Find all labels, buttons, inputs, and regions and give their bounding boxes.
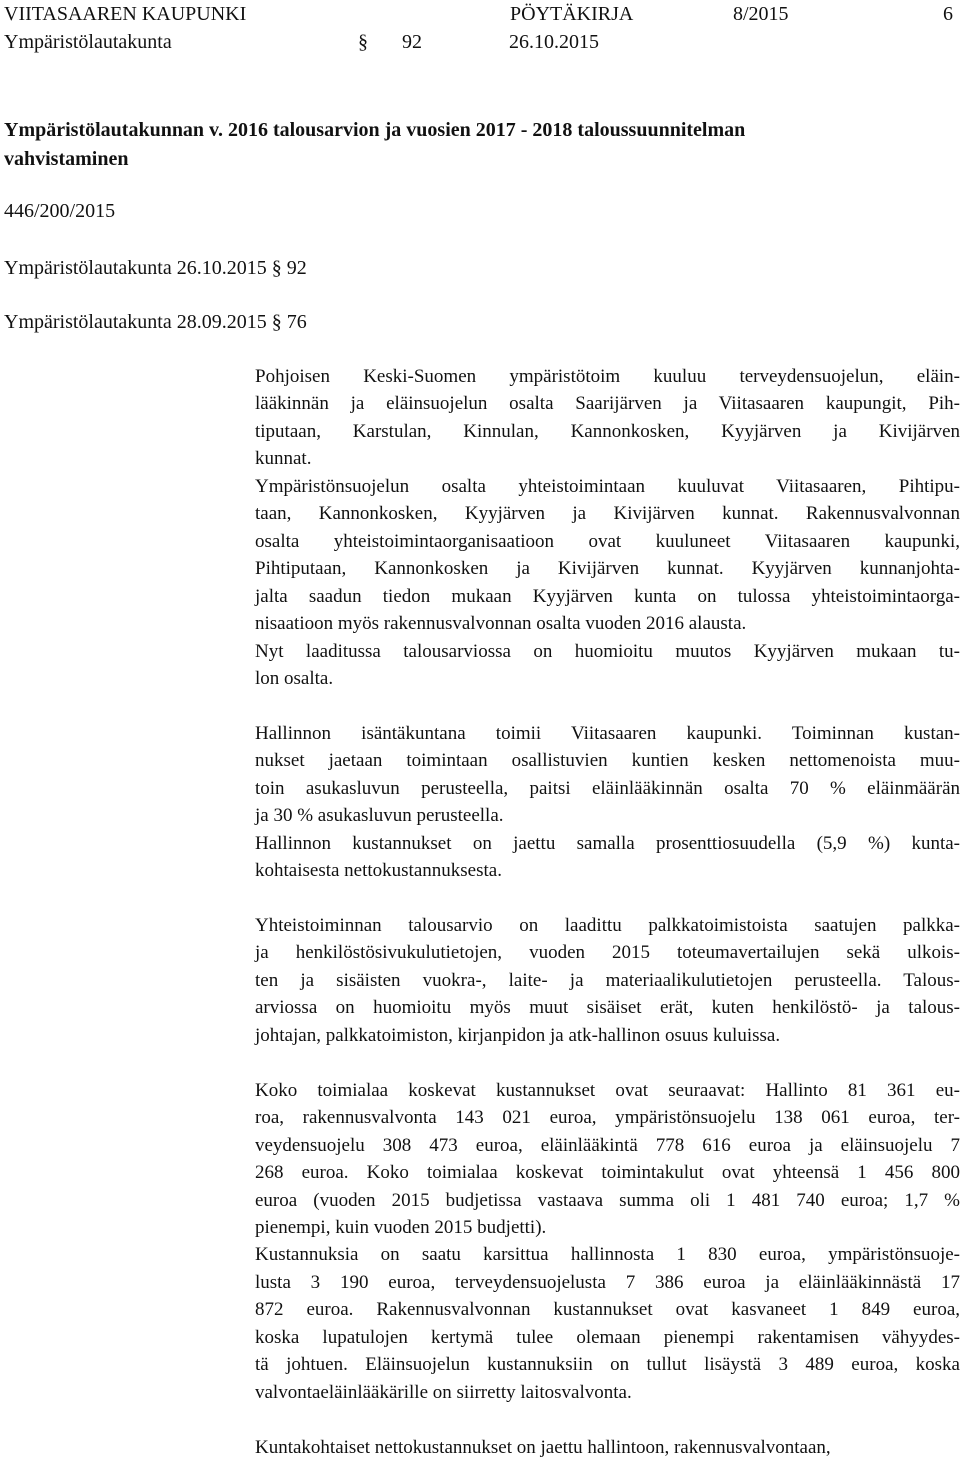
- committee-name: Ympäristölautakunta: [4, 31, 172, 53]
- text-line: tä johtuen. Eläinsuojelun kustannuksiin on tullut lisäystä 3 489 euroa, koska: [255, 1354, 960, 1376]
- text-line: kunnat.: [255, 448, 312, 470]
- paragraph-gap: [255, 692, 960, 719]
- paragraph: [255, 363, 960, 692]
- text-line: veydensuojelu 308 473 euroa, eläinlääkintä 778 616 euroa ja eläinsuojelu 7: [255, 1134, 960, 1156]
- text-line: koska lupatulojen kertymä tulee olemaan pienempi rakentamisen vähyydes-: [255, 1326, 960, 1348]
- text-line: taan, Kannonkosken, Kyyjärven ja Kivijärven kunnat. Rakennusvalvonnan: [255, 503, 960, 525]
- paragraph-gap: [255, 1049, 960, 1076]
- reference-number: 446/200/2015: [4, 200, 116, 222]
- section-sign: §: [358, 31, 368, 53]
- text-line: 268 euroa. Koko toimialaa koskevat toimintakulut ovat yhteensä 1 456 800: [255, 1162, 960, 1184]
- paragraph: [255, 912, 960, 1049]
- text-line: Kuntakohtaiset nettokustannukset on jaettu hallintoon, rakennusvalvontaan,: [255, 1436, 831, 1457]
- text-line: valvontaeläinlääkärille on siirretty laitosvalvonta.: [255, 1381, 632, 1403]
- text-line: Ympäristönsuojelun osalta yhteistoimintaan kuuluvat Viitasaaren, Pihtipu-: [255, 475, 960, 497]
- text-line: roa, rakennusvalvonta 143 021 euroa, ympäristönsuojelu 138 061 euroa, ter-: [255, 1107, 960, 1129]
- organization-name: VIITASAAREN KAUPUNKI: [4, 3, 247, 25]
- text-line: lon osalta.: [255, 667, 334, 689]
- paragraph-gap: [255, 1406, 960, 1433]
- document-number: 8/2015: [733, 3, 789, 25]
- text-line: 872 euroa. Rakennusvalvonnan kustannukset ovat kasvaneet 1 849 euroa,: [255, 1299, 960, 1321]
- item-title-line: Ympäristölautakunnan v. 2016 talousarvion ja vuosien 2017 - 2018 taloussuunnitelman: [4, 119, 746, 141]
- text-line: ja 30 % asukasluvun perusteella.: [255, 805, 504, 827]
- text-line: Koko toimialaa koskevat kustannukset ovat seuraavat: Hallinto 81 361 eu-: [255, 1079, 960, 1101]
- text-line: arviossa on huomioitu myös muut sisäiset erät, kuten henkilöstö- ja talous-: [255, 997, 960, 1019]
- text-line: nisaatioon myös rakennusvalvonnan osalta vuoden 2016 alausta.: [255, 613, 747, 635]
- text-line: toin asukasluvun perusteella, paitsi eläinlääkinnän osalta 70 % eläinmäärän: [255, 777, 960, 799]
- section-number: 92: [402, 31, 422, 53]
- item-title-line: vahvistaminen: [4, 148, 129, 170]
- text-line: Pohjoisen Keski-Suomen ympäristötoim kuuluu terveydensuojelun, eläin-: [255, 366, 960, 387]
- text-line: osalta yhteistoimintaorganisaatioon ovat kuuluneet Viitasaaren kaupunki,: [255, 530, 960, 552]
- body-text: [255, 363, 960, 1457]
- text-line: Nyt laaditussa talousarviossa on huomioitu muutos Kyyjärven mukaan tu-: [255, 640, 960, 662]
- text-line: jalta saadun tiedon mukaan Kyyjärven kunta on tulossa yhteistoimintaorga-: [255, 585, 960, 607]
- paragraph-gap: [255, 885, 960, 912]
- paragraph: [255, 1434, 960, 1457]
- text-line: lusta 3 190 euroa, terveydensuojelusta 7 386 euroa ja eläinlääkinnästä 17: [255, 1271, 960, 1293]
- text-line: euroa (vuoden 2015 budjetissa vastaava summa oli 1 481 740 euroa; 1,7 %: [255, 1189, 960, 1211]
- text-line: nukset jaetaan toimintaan osallistuvien kuntien kesken nettomenoista muu-: [255, 750, 960, 772]
- text-line: johtajan, palkkatoimiston, kirjanpidon ja atk-hallinon osuus kuluissa.: [255, 1024, 781, 1046]
- paragraph: [255, 720, 960, 885]
- text-line: kohtaisesta nettokustannuksesta.: [255, 860, 502, 882]
- history-entry: Ympäristölautakunta 28.09.2015 § 76: [4, 311, 307, 333]
- text-line: pienempi, kuin vuoden 2015 budjetti).: [255, 1217, 547, 1238]
- text-line: Yhteistoiminnan talousarvio on laadittu palkkatoimistoista saatujen palkka-: [255, 915, 960, 937]
- item-title: [4, 116, 904, 174]
- meeting-date: 26.10.2015: [509, 31, 599, 53]
- history-entry: Ympäristölautakunta 26.10.2015 § 92: [4, 257, 307, 279]
- text-line: Hallinnon isäntäkuntana toimii Viitasaaren kaupunki. Toiminnan kustan-: [255, 722, 960, 744]
- text-line: ten ja sisäisten vuokra-, laite- ja materiaalikulutietojen perusteella. Talous-: [255, 969, 960, 991]
- paragraph: [255, 1077, 960, 1406]
- text-line: Pihtiputaan, Kannonkosken ja Kivijärven kunnat. Kyyjärven kunnanjohta-: [255, 558, 960, 580]
- document-type: PÖYTÄKIRJA: [510, 3, 634, 25]
- text-line: Kustannuksia on saatu karsittua hallinnosta 1 830 euroa, ympäristönsuoje-: [255, 1244, 960, 1266]
- text-line: ja henkilöstösivukulutietojen, vuoden 2015 toteumavertailujen sekä ulkois-: [255, 942, 960, 964]
- text-line: Hallinnon kustannukset on jaettu samalla prosenttiosuudella (5,9 %) kunta-: [255, 832, 960, 854]
- text-line: lääkinnän ja eläinsuojelun osalta Saarijärven ja Viitasaaren kaupungit, Pih-: [255, 393, 960, 415]
- page-number: 6: [943, 3, 953, 25]
- text-line: tiputaan, Karstulan, Kinnulan, Kannonkosken, Kyyjärven ja Kivijärven: [255, 420, 960, 442]
